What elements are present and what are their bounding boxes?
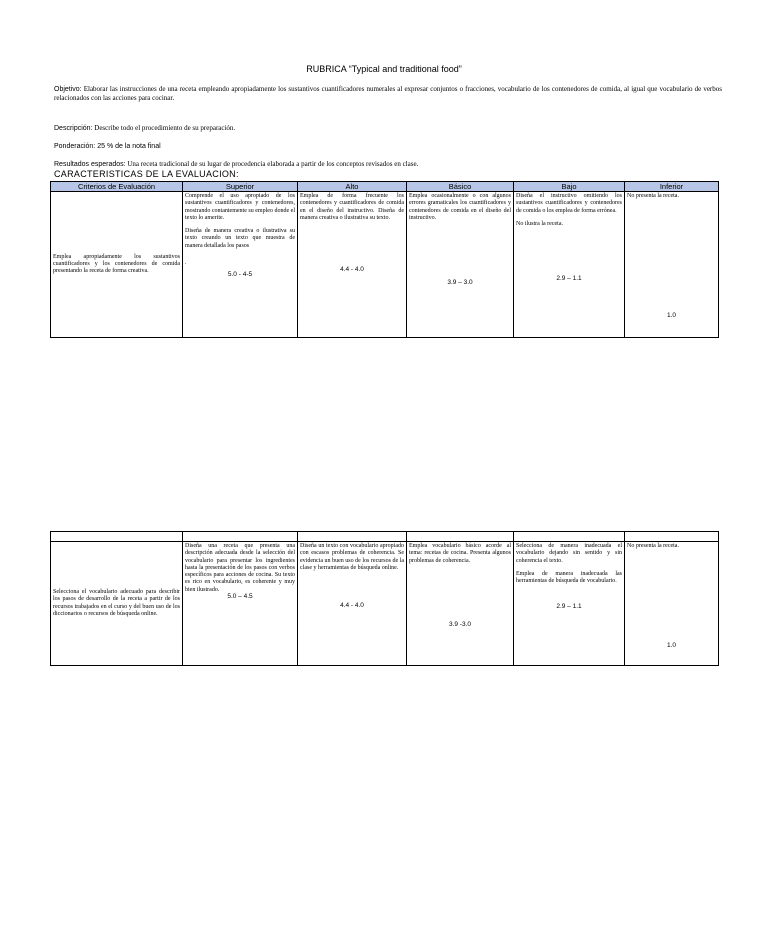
header-alto: Alto (298, 182, 407, 192)
weighting-label: Ponderación: (54, 143, 96, 150)
superior-text-2: Diseña de manera creativa o ilustrativa su texto creando un texto que muestra de manera detallada los pasos (185, 228, 295, 249)
superior-text-1: Comprende el uso apropiado de los sustantivos cuantificadores y contenedores, mostrando contantemente su empleo donde el texto lo amerite. (185, 193, 295, 221)
results-text: Una receta tradicional de su lugar de procedencia elaborada a partir de los conceptos revisados en clase. (125, 160, 419, 168)
superior-cell (183, 192, 298, 338)
basico-cell (407, 542, 514, 666)
empty-row (51, 532, 719, 542)
header-row (51, 182, 719, 192)
weighting-text: 25 % de la nota final (95, 143, 161, 150)
basico-text: Emplea ocasionalmente o con algunos errores gramaticales los cuantificadores y contenedores de comida en el diseño del instructivo. (409, 193, 511, 221)
bajo-text-2: No ilustra la receta. (516, 220, 563, 227)
superior-score: 5.0 – 4.5 (227, 593, 253, 601)
results-line (54, 160, 418, 169)
basico-cell (407, 192, 514, 338)
header-criterios: Criterios de Evaluación (51, 182, 183, 192)
bajo-text-2: Emplea de manera inadecuada las herramientas de búsqueda de vocabulario. (516, 570, 622, 585)
empty-cell (514, 532, 625, 542)
inferior-score: 1.0 (666, 312, 677, 320)
header-superior: Superior (183, 182, 298, 192)
alto-score: 4.4 - 4.0 (340, 602, 364, 610)
table-row (51, 192, 719, 338)
rubric-table-1 (50, 181, 719, 338)
objective-paragraph (54, 85, 722, 103)
objective-text: Elaborar las instrucciones de una receta empleando apropiadamente los sustantivos cuantificadores numerales al expresar conjuntos o fracciones, vocabulario de los contenedores de comida, al igual que vocabulario de verbos relacionados con las acciones para cocinar. (54, 85, 722, 102)
empty-cell (407, 532, 514, 542)
evaluation-heading: CARACTERISTICAS DE LA EVALUACION: (54, 169, 239, 179)
alto-score: 4.4 - 4.0 (340, 266, 364, 274)
table-row (51, 542, 719, 666)
bajo-cell (514, 542, 625, 666)
alto-cell (298, 542, 407, 666)
alto-text: Diseña un texto con vocabulario apropiado con escasos problemas de coherencia. Se evidencia un buen uso de los recursos de la clase y herramientas de búsqueda online. (300, 543, 404, 571)
header-basico: Básico (407, 182, 514, 192)
bajo-score: 2.9 – 1.1 (556, 603, 582, 611)
page-title: RUBRICA “Typical and traditional food” (306, 64, 462, 74)
alto-cell (298, 192, 407, 338)
header-inferior: Inferior (625, 182, 719, 192)
alto-text: Emplea de forma frecuente los contenedores y cuantificadores de comida en el diseño del instructivo. Diseña de manera creativa o ilustrativa su texto. (300, 193, 404, 221)
description-line (54, 124, 235, 133)
empty-cell (51, 532, 183, 542)
header-bajo: Bajo (514, 182, 625, 192)
rubric-table-2 (50, 531, 719, 666)
criterion-cell (51, 542, 183, 666)
criterion-text: Emplea apropiadamente los sustantivos cuantificadores y los contenedores de comida presentando la receta de forma creativa. (53, 253, 180, 275)
bajo-cell (514, 192, 625, 338)
criterion-text: Selecciona el vocabulario adecuado para describir los pasos de desarrollo de la receta a partir de los recursos trabajados en el curso y del buen uso de los diccionarios o recursos de búsqueda online. (53, 588, 180, 617)
superior-dot: . (185, 260, 187, 267)
weighting-line (54, 142, 161, 151)
empty-cell (183, 532, 298, 542)
bajo-text-1: Selecciona de manera inadecuada el vocabulario dejando sin sentido y sin coherencia el texto. (516, 543, 622, 564)
description-text: Describe todo el procedimiento de su preparación. (92, 124, 236, 132)
inferior-cell (625, 192, 719, 338)
inferior-score: 1.0 (666, 642, 677, 650)
basico-text: Emplea vocabulario básico acorde al tema: recetas de cocina. Presenta algunos problemas de coherencia. (409, 543, 511, 564)
basico-score: 3.9 -3.0 (448, 620, 472, 628)
objective-label: Objetivo: (54, 86, 82, 93)
empty-cell (625, 532, 719, 542)
basico-score: 3.9 – 3.0 (447, 279, 473, 287)
inferior-text: No presenta la receta. (627, 543, 679, 549)
bajo-text-1: Diseña el instructivo omitiendo los sustantivos cuantificadores y contenedores de comida o los emplea de forma errónea. (516, 193, 622, 214)
description-label: Descripción: (54, 125, 93, 132)
superior-text: Diseña una receta que presenta una descripción adecuada desde la selección del vocabulario para presentar los ingredientes hasta la presentación de los pasos con verbos específicos para acciones de cocina. Su texto es rico en vocabulario, es coherente y muy bien ilustrado. (185, 543, 295, 593)
results-label: Resultados esperados: (54, 161, 126, 168)
bajo-score: 2.9 – 1.1 (556, 275, 582, 283)
inferior-cell (625, 542, 719, 666)
superior-score: 5.0 - 4-5 (227, 271, 253, 279)
criterion-cell (51, 192, 183, 338)
empty-cell (298, 532, 407, 542)
inferior-text: No presenta la receta. (627, 193, 679, 199)
superior-cell (183, 542, 298, 666)
